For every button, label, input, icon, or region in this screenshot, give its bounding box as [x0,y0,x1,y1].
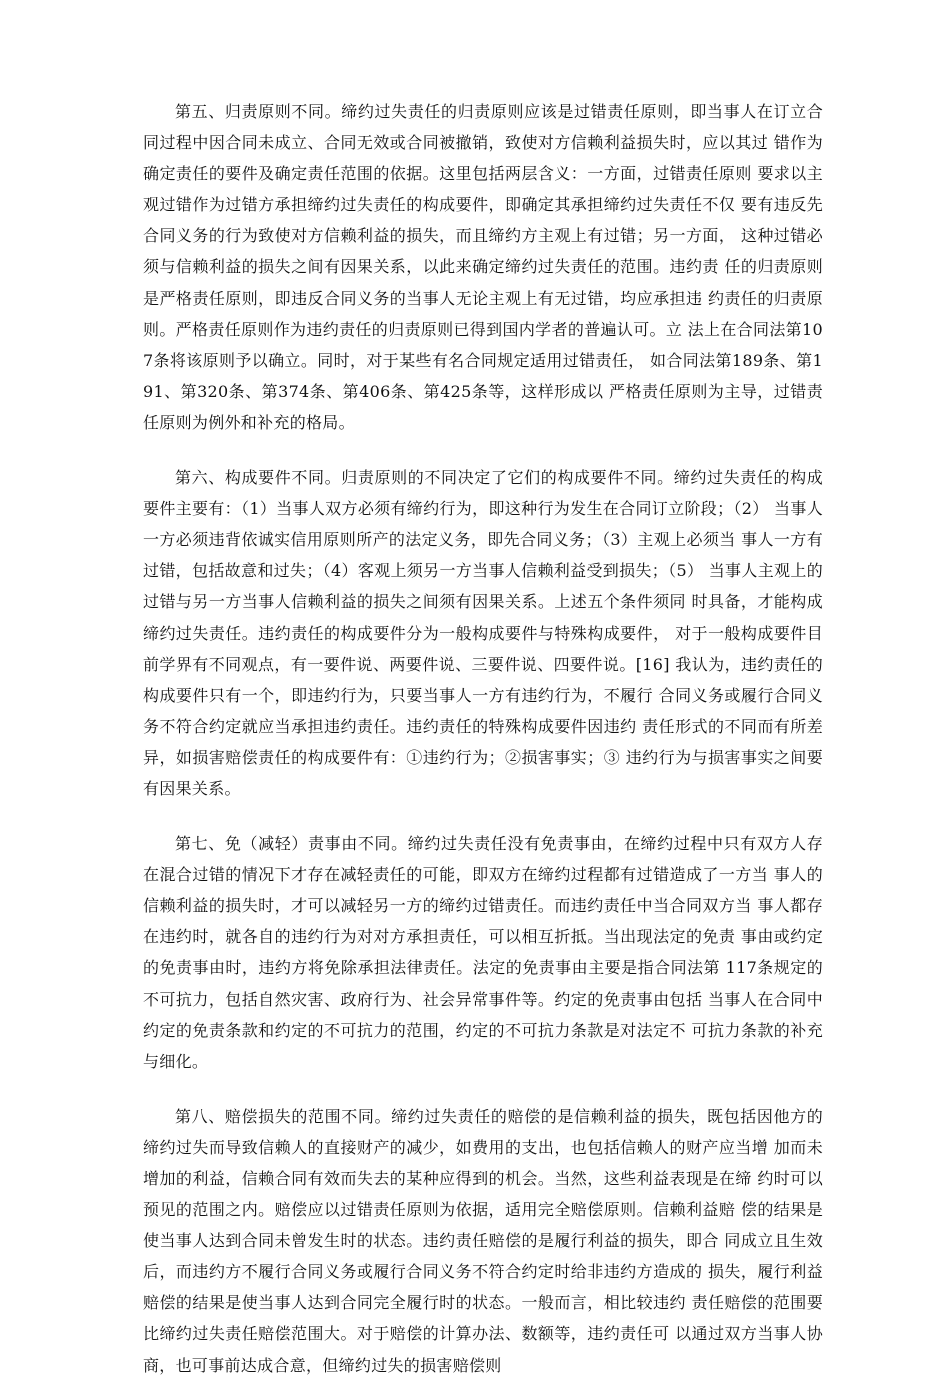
paragraph-sixth-constituent-elements: 第六、构成要件不同。归责原则的不同决定了它们的构成要件不同。缔约过失责任的构成要件主要有：（1）当事人双方必须有缔约行为，即这种行为发生在合同订立阶段；（2） 当事人一方必须违背依诚实信用原则所产的法定义务，即先合同义务；（3）主观上必须当 事人一方有过错，包括故意和过失；（4）客观上须另一方当事人信赖利益受到损失；（5） 当事人主观上的过错与另一方当事人信赖利益的损失之间须有因果关系。上述五个条件须同 时具备，才能构成缔约过失责任。违约责任的构成要件分为一般构成要件与特殊构成要件， 对于一般构成要件目前学界有不同观点，有一要件说、两要件说、三要件说、四要件说。[16] 我认为，违约责任的构成要件只有一个，即违约行为，只要当事人一方有违约行为，不履行 合同义务或履行合同义务不符合约定就应当承担违约责任。违约责任的特殊构成要件因违约 责任形式的不同而有所差异，如损害赔偿责任的构成要件有：①违约行为；②损害事实；③ 违约行为与损害事实之间要有因果关系。 [143,468,823,798]
paragraph-fifth-liability-principle: 第五、归责原则不同。缔约过失责任的归责原则应该是过错责任原则，即当事人在订立合同过程中因合同未成立、合同无效或合同被撤销，致使对方信赖利益损失时，应以其过 错作为确定责任的要件及确定责任范围的依据。这里包括两层含义：一方面，过错责任原则 要求以主观过错作为过错方承担缔约过失责任的构成要件，即确定其承担缔约过失责任不仅 要有违反先合同义务的行为致使对方信赖利益的损失，而且缔约方主观上有过错；另一方面， 这种过错必须与信赖利益的损失之间有因果关系，以此来确定缔约过失责任的范围。违约责 任的归责原则是严格责任原则，即违反合同义务的当事人无论主观上有无过错，均应承担违 约责任的归责原则。严格责任原则作为违约责任的归责原则已得到国内学者的普遍认可。立 法上在合同法第107条将该原则予以确立。同时，对于某些有名合同规定适用过错责任， 如合同法第189条、第191、第320条、第374条、第406条、第425条等，这样形成以 严格责任原则为主导，过错责任原则为例外和补充的格局。 [143,102,823,432]
document-body [143,96,823,1381]
paragraph-seventh-exemption-grounds: 第七、免（减轻）责事由不同。缔约过失责任没有免责事由，在缔约过程中只有双方人存在混合过错的情况下才存在减轻责任的可能，即双方在缔约过程都有过错造成了一方当 事人的信赖利益的损失时，才可以减轻另一方的缔约过错责任。而违约责任中当合同双方当 事人都存在违约时，就各自的违约行为对对方承担责任，可以相互折抵。当出现法定的免责 事由或约定的免责事由时，违约方将免除承担法律责任。法定的免责事由主要是指合同法第 117条规定的不可抗力，包括自然灾害、政府行为、社会异常事件等。约定的免责事由包括 当事人在合同中约定的免责条款和约定的不可抗力的范围，约定的不可抗力条款是对法定不 可抗力条款的补充与细化。 [143,834,823,1071]
paragraph-eighth-damages-scope: 第八、赔偿损失的范围不同。缔约过失责任的赔偿的是信赖利益的损失，既包括因他方的缔约过失而导致信赖人的直接财产的减少，如费用的支出，也包括信赖人的财产应当增 加而未增加的利益，信赖合同有效而失去的某种应得到的机会。当然，这些利益表现是在缔 约时可以预见的范围之内。赔偿应以过错责任原则为依据，适用完全赔偿原则。信赖利益赔 偿的结果是使当事人达到合同未曾发生时的状态。违约责任赔偿的是履行利益的损失，即合 同成立且生效后，而违约方不履行合同义务或履行合同义务不符合约定时给非违约方造成的 损失，履行利益赔偿的结果是使当事人达到合同完全履行时的状态。一般而言，相比较违约 责任赔偿的范围要比缔约过失责任赔偿范围大。对于赔偿的计算办法、数额等，违约责任可 以通过双方当事人协商，也可事前达成合意，但缔约过失的损害赔偿则 [143,1106,823,1375]
